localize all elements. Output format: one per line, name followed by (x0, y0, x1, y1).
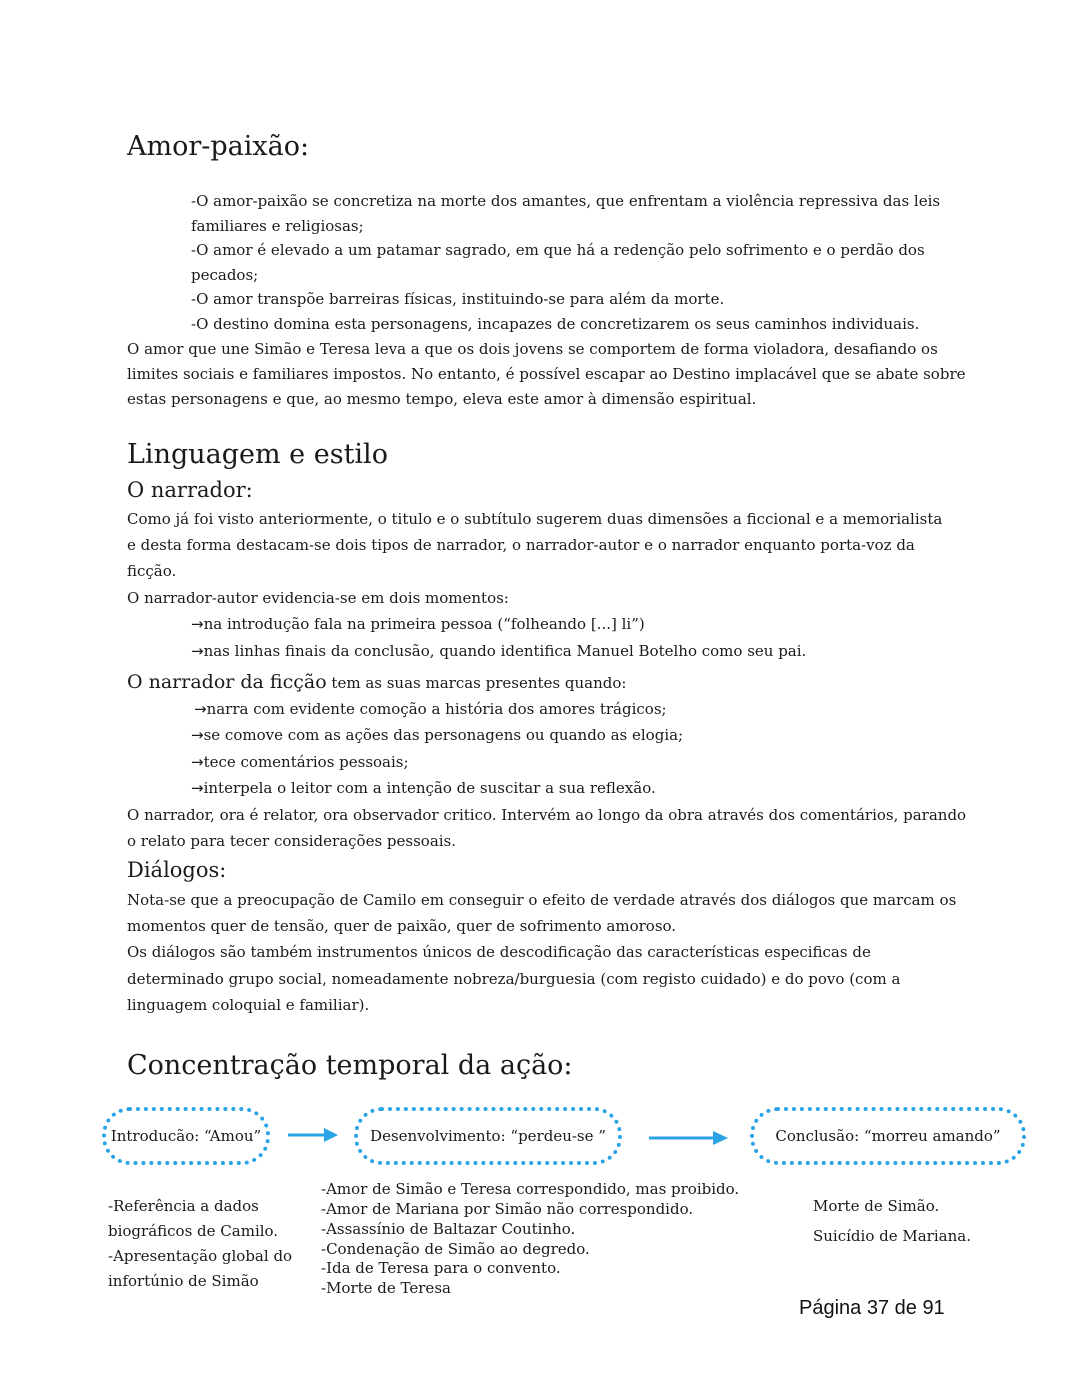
desenvolvimento-detail-line: -Condenação de Simão ao degredo. (321, 1240, 590, 1258)
arrow-right-icon: → (191, 726, 204, 744)
amor-paragraph-line: O amor que une Simão e Teresa leva a que os dois jovens se comportem de forma violadora, desafiando os (127, 340, 938, 358)
subtitle-dialogos: Diálogos: (127, 858, 227, 882)
amor-bullet-2: -O amor é elevado a um patamar sagrado, em que há a redenção pelo sofrimento e o perdão dos (191, 241, 925, 259)
section-title-concentracao: Concentração temporal da ação: (127, 1050, 573, 1081)
dialogos-paragraph-line: linguagem coloquial e familiar). (127, 996, 370, 1014)
narrador-paragraph-line: e desta forma destacam-se dois tipos de narrador, o narrador-autor e o narrador enquanto porta-voz da (127, 536, 915, 554)
dialogos-paragraph-line: Nota-se que a preocupação de Camilo em conseguir o efeito de verdade através dos diálogos que marcam os (127, 891, 957, 909)
flow-step-introducao (102, 1107, 270, 1165)
introducao-detail-line: -Referência a dados (108, 1197, 259, 1215)
amor-paragraph-line: limites sociais e familiares impostos. No entanto, é possível escapar ao Destino implacável que se abate sobre (127, 365, 966, 383)
narrador-close-line: o relato para tecer considerações pessoais. (127, 832, 457, 850)
conclusao-detail-line: Morte de Simão. (813, 1197, 940, 1215)
autor-item: →nas linhas finais da conclusão, quando identifica Manuel Botelho como seu pai. (191, 642, 807, 660)
dialogos-paragraph-line: Os diálogos são também instrumentos únicos de descodificação das características especificas de (127, 943, 871, 961)
autor-item: →na introdução fala na primeira pessoa (“folheando [...] li”) (191, 615, 645, 633)
amor-bullet-4: -O destino domina esta personagens, incapazes de concretizarem os seus caminhos individuais. (191, 315, 920, 333)
flow-step-label: Desenvolvimento: “perdeu-se ” (370, 1127, 606, 1145)
flow-step-desenvolvimento (354, 1107, 622, 1165)
narrador-paragraph-line: ficção. (127, 562, 177, 580)
narrador-ficcao-intro: O narrador da ficção tem as suas marcas presentes quando: (127, 671, 627, 693)
desenvolvimento-detail-line: -Morte de Teresa (321, 1279, 451, 1297)
ficcao-item: →interpela o leitor com a intenção de suscitar a sua reflexão. (191, 779, 656, 797)
narrador-close-line: O narrador, ora é relator, ora observador critico. Intervém ao longo da obra através dos comentários, parando (127, 806, 967, 824)
arrow-right-icon: → (191, 642, 204, 660)
dialogos-paragraph-line: determinado grupo social, nomeadamente nobreza/burguesia (com registo cuidado) e do povo (com a (127, 970, 901, 988)
subtitle-narrador: O narrador: (127, 478, 253, 502)
dialogos-paragraph-line: momentos quer de tensão, quer de paixão, quer de sofrimento amoroso. (127, 917, 677, 935)
narrador-autor-intro: O narrador-autor evidencia-se em dois momentos: (127, 589, 509, 607)
amor-bullet-3: -O amor transpõe barreiras físicas, instituindo-se para além da morte. (191, 290, 725, 308)
introducao-detail-line: -Apresentação global do (108, 1247, 293, 1265)
flow-arrow-icon (286, 1126, 340, 1144)
desenvolvimento-detail-line: -Amor de Mariana por Simão não correspondido. (321, 1200, 694, 1218)
amor-bullet-1-cont: familiares e religiosas; (191, 217, 364, 235)
flow-step-label: Conclusão: “morreu amando” (775, 1127, 1001, 1145)
arrow-right-icon: → (191, 753, 204, 771)
narrador-ficcao-label: O narrador da ficção (127, 671, 327, 693)
flow-step-label: Introducão: “Amou” (110, 1127, 262, 1145)
flow-arrow-icon (647, 1129, 731, 1147)
ficcao-item: →narra com evidente comoção a história dos amores trágicos; (194, 700, 667, 718)
arrow-right-icon: → (191, 615, 204, 633)
section-title-linguagem: Linguagem e estilo (127, 439, 388, 470)
arrow-right-icon: → (191, 779, 204, 797)
desenvolvimento-detail-line: -Ida de Teresa para o convento. (321, 1259, 561, 1277)
desenvolvimento-detail-line: -Amor de Simão e Teresa correspondido, mas proibido. (321, 1180, 740, 1198)
amor-bullet-1: -O amor-paixão se concretiza na morte dos amantes, que enfrentam a violência repressiva das leis (191, 192, 941, 210)
arrow-right-icon: → (194, 700, 207, 718)
introducao-detail-line: biográficos de Camilo. (108, 1222, 279, 1240)
ficcao-item: →tece comentários pessoais; (191, 753, 409, 771)
section-title-amor-paixao: Amor-paixão: (127, 131, 310, 162)
desenvolvimento-detail-line: -Assassínio de Baltazar Coutinho. (321, 1220, 576, 1238)
amor-paragraph-line: estas personagens e que, ao mesmo tempo, eleva este amor à dimensão espiritual. (127, 390, 757, 408)
amor-bullet-2-cont: pecados; (191, 266, 259, 284)
page-number: Página 37 de 91 (799, 1297, 945, 1319)
narrador-paragraph-line: Como já foi visto anteriormente, o titulo e o subtítulo sugerem duas dimensões a ficcional e a memorialista (127, 510, 943, 528)
conclusao-detail-line: Suicídio de Mariana. (813, 1227, 971, 1245)
ficcao-item: →se comove com as ações das personagens ou quando as elogia; (191, 726, 684, 744)
introducao-detail-line: infortúnio de Simão (108, 1272, 259, 1290)
flow-step-conclusao (750, 1107, 1026, 1165)
